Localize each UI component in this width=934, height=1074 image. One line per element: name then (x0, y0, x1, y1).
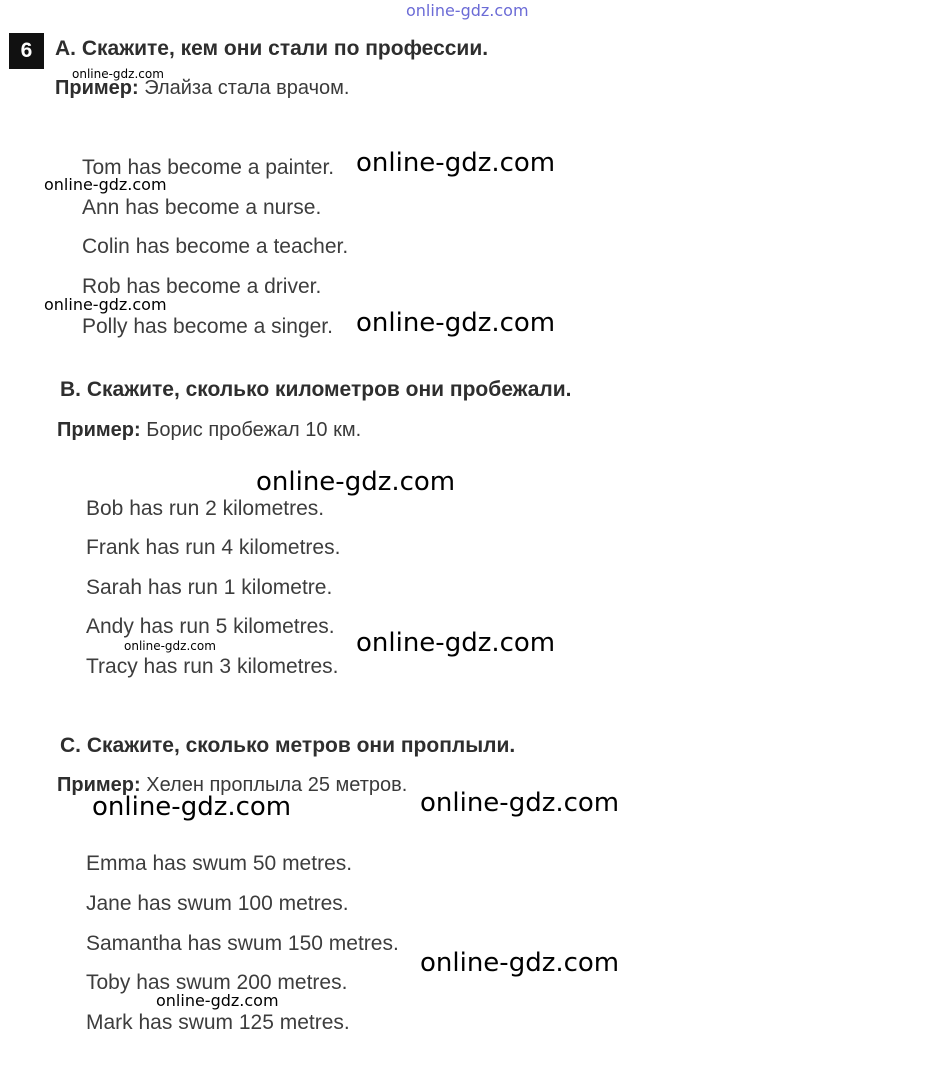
section-c-line: Emma has swum 50 metres. (86, 852, 353, 875)
section-b-line: Andy has run 5 kilometres. (86, 615, 335, 638)
section-a-example (55, 77, 349, 100)
example-label: Пример: (57, 774, 141, 796)
section-b-example (57, 419, 361, 442)
example-label: Пример: (55, 77, 139, 99)
watermark-medium: online-gdz.com (156, 991, 279, 1010)
watermark-medium: online-gdz.com (44, 175, 167, 194)
watermark-large: online-gdz.com (420, 788, 620, 818)
watermark-top: online-gdz.com (406, 1, 529, 20)
section-c-line: Toby has swum 200 metres. (86, 971, 348, 994)
section-a-line: Ann has become a nurse. (82, 196, 322, 219)
section-a-line: Colin has become a teacher. (82, 235, 349, 258)
example-text: Борис пробежал 10 км. (140, 419, 362, 441)
watermark-medium: online-gdz.com (44, 295, 167, 314)
watermark-small: online-gdz.com (124, 639, 216, 653)
section-a-line: Polly has become a singer. (82, 315, 333, 338)
section-b-line: Frank has run 4 kilometres. (86, 536, 341, 559)
watermark-large: online-gdz.com (356, 148, 556, 178)
example-label: Пример: (57, 419, 141, 441)
watermark-large: online-gdz.com (420, 948, 620, 978)
section-b-line: Bob has run 2 kilometres. (86, 497, 325, 520)
exercise-number-badge: 6 (9, 33, 44, 69)
section-a-heading: A. Скажите, кем они стали по профессии. (55, 37, 489, 60)
section-b-line: Sarah has run 1 kilometre. (86, 576, 333, 599)
section-c-line: Samantha has swum 150 metres. (86, 932, 399, 955)
section-a-line: Tom has become a painter. (82, 156, 335, 179)
section-b-heading: B. Скажите, сколько километров они пробежали. (60, 378, 572, 401)
watermark-large: online-gdz.com (356, 308, 556, 338)
example-text: Элайза стала врачом. (138, 77, 350, 99)
example-text: Хелен проплыла 25 метров. (140, 774, 408, 796)
section-b-line: Tracy has run 3 kilometres. (86, 655, 339, 678)
section-c-line: Mark has swum 125 metres. (86, 1011, 350, 1034)
watermark-large: online-gdz.com (356, 628, 556, 658)
watermark-small: online-gdz.com (72, 67, 164, 81)
section-c-line: Jane has swum 100 metres. (86, 892, 349, 915)
watermark-large: online-gdz.com (256, 467, 456, 497)
section-c-heading: C. Скажите, сколько метров они проплыли. (60, 734, 516, 757)
watermark-large: online-gdz.com (92, 792, 292, 822)
section-a-line: Rob has become a driver. (82, 275, 322, 298)
